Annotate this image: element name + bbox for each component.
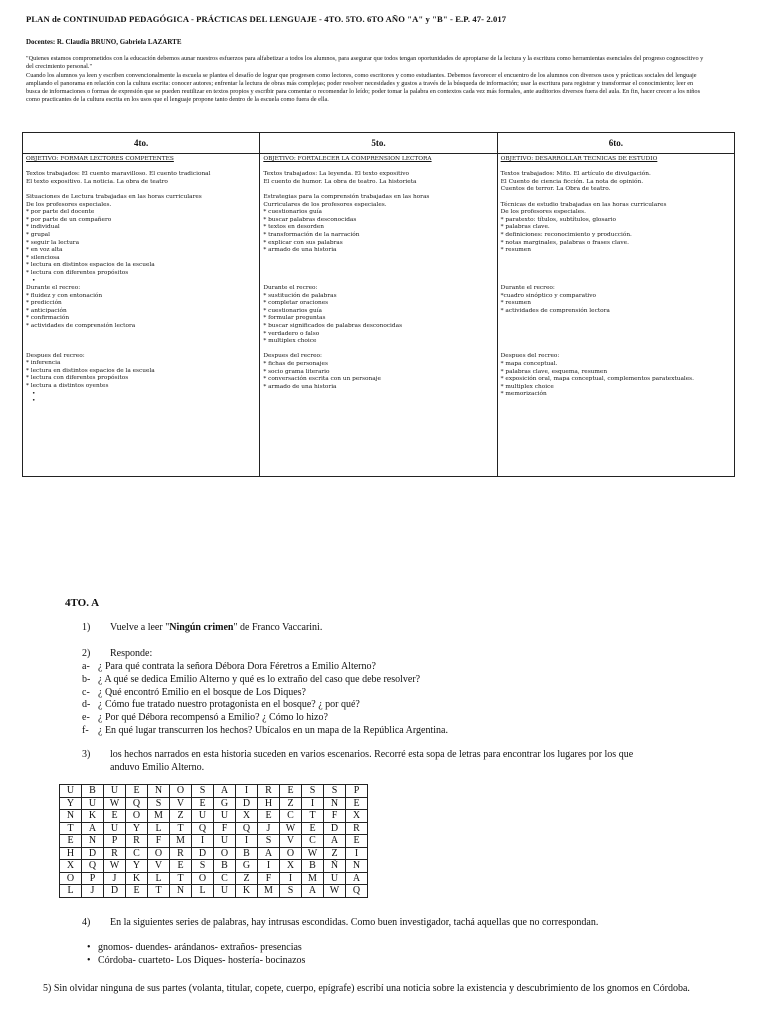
grid-cell: L <box>148 872 170 885</box>
teachers-line: Docentes: R. Claudia BRUNO, Gabriela LAZARTE <box>26 38 182 46</box>
grid-cell: F <box>148 835 170 848</box>
list-item: * textos en desorden <box>263 224 324 231</box>
grid-cell: E <box>192 797 214 810</box>
grid-cell: I <box>258 860 280 873</box>
grid-cell: E <box>104 810 126 823</box>
grid-cell: I <box>302 797 324 810</box>
list-item: * palabras clave. <box>500 224 550 231</box>
grid-cell: S <box>258 835 280 848</box>
objective-4to: OBJETIVO: FORMAR LECTORES COMPETENTES <box>26 156 174 162</box>
grid-cell: M <box>302 872 324 885</box>
grid-cell: R <box>104 847 126 860</box>
plan-table <box>22 132 735 477</box>
grid-cell: E <box>346 835 368 848</box>
book-title: Ningún crimen <box>169 622 234 633</box>
objective-5to: OBJETIVO: FORTALECER LA COMPRENSION LECTORA <box>263 156 432 162</box>
grid-row <box>60 822 368 835</box>
texts-line: Textos trabajados: El cuento maravilloso. El cuento tradicional <box>26 171 211 178</box>
grid-cell: E <box>346 797 368 810</box>
header-4to: 4to. <box>23 133 260 154</box>
list-item: * verdadero o falso <box>263 330 320 337</box>
grid-cell: E <box>170 860 192 873</box>
grid-cell: F <box>324 810 346 823</box>
bullet-icon: • <box>87 954 91 966</box>
grid-cell: Q <box>126 797 148 810</box>
grid-cell: O <box>214 847 236 860</box>
grid-cell: T <box>170 822 192 835</box>
grid-cell: W <box>104 797 126 810</box>
question-2 <box>82 648 152 661</box>
grid-cell: A <box>258 847 280 860</box>
grid-cell: S <box>192 860 214 873</box>
grid-cell: U <box>60 785 82 798</box>
question-number: 1) <box>82 622 91 633</box>
list-item: * mapa conceptual. <box>500 361 558 368</box>
grid-cell: X <box>346 810 368 823</box>
grid-cell: T <box>170 872 192 885</box>
grid-cell: G <box>236 860 258 873</box>
grid-cell: Q <box>236 822 258 835</box>
list-item: * resumen <box>500 247 531 254</box>
grid-cell: X <box>280 860 302 873</box>
question-2-label: Responde: <box>110 648 153 659</box>
list-item: * seguir la lectura <box>26 239 80 246</box>
grid-cell: Q <box>346 885 368 898</box>
during-title: Durante el recreo: <box>263 285 318 292</box>
question-3 <box>82 749 633 762</box>
list-item: * anticipación <box>26 307 67 314</box>
grid-cell: N <box>148 785 170 798</box>
grid-cell: D <box>324 822 346 835</box>
grid-cell: E <box>126 885 148 898</box>
grid-cell: L <box>192 885 214 898</box>
texts-line: El texto expositivo. La noticia. La obra de teatro <box>26 178 168 185</box>
list-item: * lectura en distintos espacios de la escuela <box>26 367 155 374</box>
list-item: * completar oraciones <box>263 300 329 307</box>
grid-cell: C <box>280 810 302 823</box>
grid-cell: U <box>192 810 214 823</box>
grid-cell: M <box>170 835 192 848</box>
list-item: * lectura con diferentes propósitos <box>26 375 129 382</box>
grid-cell: C <box>302 835 324 848</box>
grid-cell: I <box>346 847 368 860</box>
grid-cell: A <box>324 835 346 848</box>
question-1 <box>82 622 322 635</box>
grid-cell: Z <box>170 810 192 823</box>
grid-cell: L <box>60 885 82 898</box>
texts-line: El cuento de humor. La obra de teatro. La historieta <box>263 178 417 185</box>
list-item: * cuestionarios guía <box>263 209 323 216</box>
list-item: * grupal <box>26 231 50 238</box>
list-bullet: • <box>32 398 36 405</box>
list-item: * memorización <box>500 391 547 398</box>
grid-cell: O <box>192 872 214 885</box>
grid-cell: Q <box>192 822 214 835</box>
grid-row <box>60 872 368 885</box>
grid-cell: R <box>126 835 148 848</box>
grid-cell: E <box>60 835 82 848</box>
list-item: * buscar palabras desconocidas <box>263 216 357 223</box>
list-item: * lectura a distintos oyentes <box>26 383 109 390</box>
list-item: * buscar significados de palabras desconocidas <box>263 323 403 330</box>
grid-cell: D <box>192 847 214 860</box>
question-3-line2: anduvo Emilio Alterno. <box>110 761 205 773</box>
grid-cell: E <box>126 785 148 798</box>
intro-text: Cuando los alumnos ya leen y escriben convencionalmente la escuela se plantea el desafío de lograr que progresen como lectores, como escritores y como estudiantes. Debemos favorecer el encuentro de los alumnos con diversos usos y prácticas sociales del lenguaje ampliando el panorama en relación con la cultura escrita: conocer autores; enfrentar la lectura de obras más complejas; poder resolver necesidades y gustos a través de la búsqueda de información; usar la escritura para registrar y transformar el conocimiento; leer en busca de informaciones o formas de expresión que se pueden reutilizar en textos propios y escribir para comentar o recomendar lo leído; poder tomar la palabra en contextos cada vez más formales, ante auditorios diversos fuera del aula. En fin, hacer crecer a los niños como practicantes de la cultura escrita en los usos que el lenguaje propone tanto dentro de la escuela como fuera de ella. <box>26 71 701 104</box>
grid-cell: O <box>148 847 170 860</box>
intro-paragraph <box>26 55 706 105</box>
grid-cell: P <box>82 872 104 885</box>
list-item: * conversación escrita con un personaje <box>263 376 381 383</box>
grid-cell: W <box>104 860 126 873</box>
list-item: * armado de una historia <box>263 247 337 254</box>
grid-cell: I <box>192 835 214 848</box>
list-item: • Córdoba- cuarteto- Los Diques- hostería- bocinazos <box>87 954 306 966</box>
section-title: 4TO. A <box>65 597 100 609</box>
grid-cell: O <box>60 872 82 885</box>
list-item: * en voz alta <box>26 247 63 254</box>
grid-cell: J <box>82 885 104 898</box>
plan-col-6to <box>497 154 734 477</box>
grid-cell: I <box>236 835 258 848</box>
plan-header-row <box>23 133 735 154</box>
grid-cell: P <box>346 785 368 798</box>
after-title: Despues del recreo: <box>500 353 560 360</box>
grid-cell: Q <box>82 860 104 873</box>
grid-cell: B <box>82 785 104 798</box>
question-4-text: En la siguientes series de palabras, hay intrusas escondidas. Como buen investigador, tachá aquellas que no correspondan. <box>110 917 599 928</box>
list-item: * socio grama literario <box>263 368 330 375</box>
question-1-post: " de Franco Vaccarini. <box>233 622 323 633</box>
grid-cell: A <box>214 785 236 798</box>
grid-cell: J <box>104 872 126 885</box>
list-item: * notas marginales, palabras o frases clave. <box>500 239 629 246</box>
grid-cell: E <box>302 822 324 835</box>
grid-cell: S <box>192 785 214 798</box>
grid-cell: A <box>82 822 104 835</box>
sub-question: a- ¿ Para qué contrata la señora Débora Dora Féretros a Emilio Alterno? <box>82 661 376 672</box>
grid-cell: M <box>148 810 170 823</box>
grid-cell: D <box>82 847 104 860</box>
grid-row <box>60 810 368 823</box>
list-bullet: • <box>32 390 36 397</box>
plan-body-row <box>23 154 735 477</box>
grid-cell: U <box>214 885 236 898</box>
intro-quote: "Quienes estamos comprometidos con la educación debemos aunar nuestros esfuerzos para alfabetizar a todos los alumnos, para asegurar que todos tengan oportunidades de apropiarse de la lectura y la escritura como herramientas esenciales del progreso cognoscitivo y del crecimiento personal." <box>26 55 704 71</box>
list-item: *cuadro sinóptico y comparativo <box>500 292 597 299</box>
question-number: 3) <box>82 749 91 760</box>
grid-cell: S <box>324 785 346 798</box>
grid-cell: Ñ <box>324 860 346 873</box>
list-item: * fluidez y con entonación <box>26 292 103 299</box>
grid-cell: X <box>236 810 258 823</box>
list-item: * por parte de un compañero <box>26 216 112 223</box>
list-item: * formular preguntas <box>263 315 326 322</box>
list-item: * transformación de la narración <box>263 231 360 238</box>
question-1-pre: Vuelve a leer " <box>110 622 170 633</box>
grid-cell: S <box>148 797 170 810</box>
objective-6to: OBJETIVO: DESARROLLAR TECNICAS DE ESTUDIO <box>500 156 658 162</box>
grid-cell: V <box>148 860 170 873</box>
word-search-grid <box>59 784 368 898</box>
grid-row <box>60 860 368 873</box>
grid-cell: H <box>60 847 82 860</box>
grid-cell: N <box>82 835 104 848</box>
grid-cell: A <box>346 872 368 885</box>
grid-cell: O <box>126 810 148 823</box>
list-item: * silenciosa <box>26 254 60 261</box>
grid-cell: W <box>324 885 346 898</box>
grid-cell: C <box>126 847 148 860</box>
sub-question: e- ¿ Por qué Débora recompensó a Emilio? ¿ Cómo lo hizo? <box>82 712 328 724</box>
grid-cell: N <box>324 797 346 810</box>
texts-line: Textos trabajados: La leyenda. El texto expositivo <box>263 171 410 178</box>
grid-cell: Z <box>236 872 258 885</box>
situations-title: Estrategias para la comprensión trabajadas en las horas <box>263 193 430 200</box>
during-title: Durante el recreo: <box>26 285 81 292</box>
grid-cell: P <box>104 835 126 848</box>
plan-col-4to <box>23 154 260 477</box>
grid-cell: G <box>214 797 236 810</box>
list-item: * predicción <box>26 300 62 307</box>
grid-cell: B <box>236 847 258 860</box>
grid-cell: R <box>346 822 368 835</box>
grid-cell: O <box>280 847 302 860</box>
grid-cell: D <box>236 797 258 810</box>
list-item: * paratexto: títulos, subtítulos, glosario <box>500 216 616 223</box>
list-item: * multiplex choice <box>500 383 554 390</box>
grid-cell: F <box>214 822 236 835</box>
texts-line: El Cuento de ciencia ficción. La nota de opinión. <box>500 178 644 185</box>
grid-cell: X <box>60 860 82 873</box>
after-title: Despues del recreo: <box>263 353 323 360</box>
grid-cell: F <box>258 872 280 885</box>
grid-row <box>60 835 368 848</box>
list-item: * individual <box>26 224 60 231</box>
grid-cell: U <box>104 785 126 798</box>
texts-line: Cuentos de terror. La Obra de teatro. <box>500 186 611 193</box>
grid-cell: J <box>258 822 280 835</box>
grid-cell: K <box>236 885 258 898</box>
grid-cell: D <box>104 885 126 898</box>
grid-cell: R <box>258 785 280 798</box>
grid-cell: U <box>104 822 126 835</box>
grid-cell: N <box>60 810 82 823</box>
question-number: 2) <box>82 648 91 659</box>
grid-cell: U <box>214 835 236 848</box>
grid-cell: O <box>170 785 192 798</box>
grid-cell: Y <box>126 860 148 873</box>
grid-cell: V <box>280 835 302 848</box>
question-4 <box>82 917 598 930</box>
grid-cell: B <box>214 860 236 873</box>
header-5to: 5to. <box>260 133 497 154</box>
grid-cell: T <box>60 822 82 835</box>
grid-cell: R <box>170 847 192 860</box>
grid-cell: E <box>280 785 302 798</box>
grid-cell: M <box>258 885 280 898</box>
grid-cell: K <box>126 872 148 885</box>
grid-cell: B <box>302 860 324 873</box>
grid-cell: N <box>170 885 192 898</box>
grid-cell: Y <box>126 822 148 835</box>
list-item: * sustitución de palabras <box>263 292 337 299</box>
situations-title: Técnicas de estudio trabajadas en las horas curriculares <box>500 201 667 208</box>
list-item: * armado de una historia <box>263 383 337 390</box>
grid-cell: Y <box>60 797 82 810</box>
question-number: 4) <box>82 917 91 928</box>
grid-row <box>60 885 368 898</box>
document-title: PLAN de CONTINUIDAD PEDAGÓGICA - PRÁCTICAS DEL LENGUAJE - 4TO. 5TO. 6TO AÑO "A" y "B" - E.P. 47- 2.017 <box>26 14 507 24</box>
grid-cell: U <box>214 810 236 823</box>
question-3-line1: los hechos narrados en esta historia suceden en varios escenarios. Recorré esta sopa de letras para encontrar los lugares por los que <box>110 749 634 760</box>
list-item: * cuestionarios guía <box>263 307 323 314</box>
grid-cell: H <box>258 797 280 810</box>
grid-cell: Z <box>324 847 346 860</box>
plan-col-5to <box>260 154 497 477</box>
grid-cell: I <box>280 872 302 885</box>
list-item: * confirmación <box>26 315 70 322</box>
list-item: * palabras clave, esquema, resumen <box>500 368 608 375</box>
word-series-list <box>87 942 305 968</box>
grid-cell: T <box>302 810 324 823</box>
list-item: * por parte del docente <box>26 209 95 216</box>
list-bullet: • <box>32 277 36 284</box>
situations-title: De los profesores especiales. <box>500 209 586 216</box>
after-title: Despues del recreo: <box>26 352 85 359</box>
sub-question: c- ¿ Qué encontró Emilio en el bosque de Los Diques? <box>82 686 306 698</box>
grid-cell: I <box>236 785 258 798</box>
situations-title: De los profesores especiales. <box>26 201 112 208</box>
grid-cell: E <box>258 810 280 823</box>
list-item: * exposición oral, mapa conceptual, complementos paratextuales. <box>500 376 694 383</box>
list-item: * definiciones: reconocimiento y producción. <box>500 231 632 238</box>
list-item: * multiplex choice <box>263 338 317 345</box>
grid-cell: K <box>82 810 104 823</box>
grid-cell: S <box>280 885 302 898</box>
grid-row <box>60 785 368 798</box>
sub-question: b- ¿ A qué se dedica Emilio Alterno y qué es lo extraño del caso que debe resolver? <box>82 673 421 685</box>
grid-cell: C <box>214 872 236 885</box>
list-item: • gnomos- duendes- arándanos- extraños- presencias <box>87 942 302 953</box>
list-item: * resumen <box>500 300 531 307</box>
situations-title: Situaciones de Lectura trabajadas en las horas curriculares <box>26 193 202 200</box>
list-item: * explicar con sus palabras <box>263 239 343 246</box>
grid-cell: Z <box>280 797 302 810</box>
list-item: * fichas de personajes <box>263 361 328 368</box>
bullet-icon: • <box>87 942 91 953</box>
grid-cell: U <box>82 797 104 810</box>
header-6to: 6to. <box>497 133 734 154</box>
grid-row <box>60 797 368 810</box>
question-5: 5) Sin olvidar ninguna de sus partes (volanta, titular, copete, cuerpo, epígrafe) escribí una noticia sobre la existencia y descubrimiento de los gnomos en Córdoba. <box>43 983 690 994</box>
grid-cell: T <box>148 885 170 898</box>
grid-cell: N <box>346 860 368 873</box>
sub-question: f- ¿ En qué lugar transcurren los hechos? Ubícalos en un mapa de la República Argentina. <box>82 725 448 736</box>
grid-cell: S <box>302 785 324 798</box>
list-item: * inferencia <box>26 360 61 367</box>
list-item: * actividades de comprensión lectora <box>500 307 610 314</box>
grid-cell: W <box>280 822 302 835</box>
grid-cell: L <box>148 822 170 835</box>
during-title: Durante el recreo: <box>500 285 555 292</box>
grid-cell: V <box>170 797 192 810</box>
list-item: * lectura en distintos espacios de la escuela <box>26 262 155 269</box>
situations-title: Curriculares de los profesores especiales. <box>263 201 387 208</box>
list-item: * actividades de comprensión lectora <box>26 323 136 330</box>
texts-line: Textos trabajados: Mito. El artículo de divulgación. <box>500 171 651 178</box>
grid-cell: A <box>302 885 324 898</box>
sub-question: d- ¿ Cómo fue tratado nuestro protagonista en el bosque? ¿ por qué? <box>82 699 360 711</box>
list-item: * lectura con diferentes propósitos <box>26 269 129 276</box>
grid-cell: W <box>302 847 324 860</box>
grid-cell: U <box>324 872 346 885</box>
grid-row <box>60 847 368 860</box>
